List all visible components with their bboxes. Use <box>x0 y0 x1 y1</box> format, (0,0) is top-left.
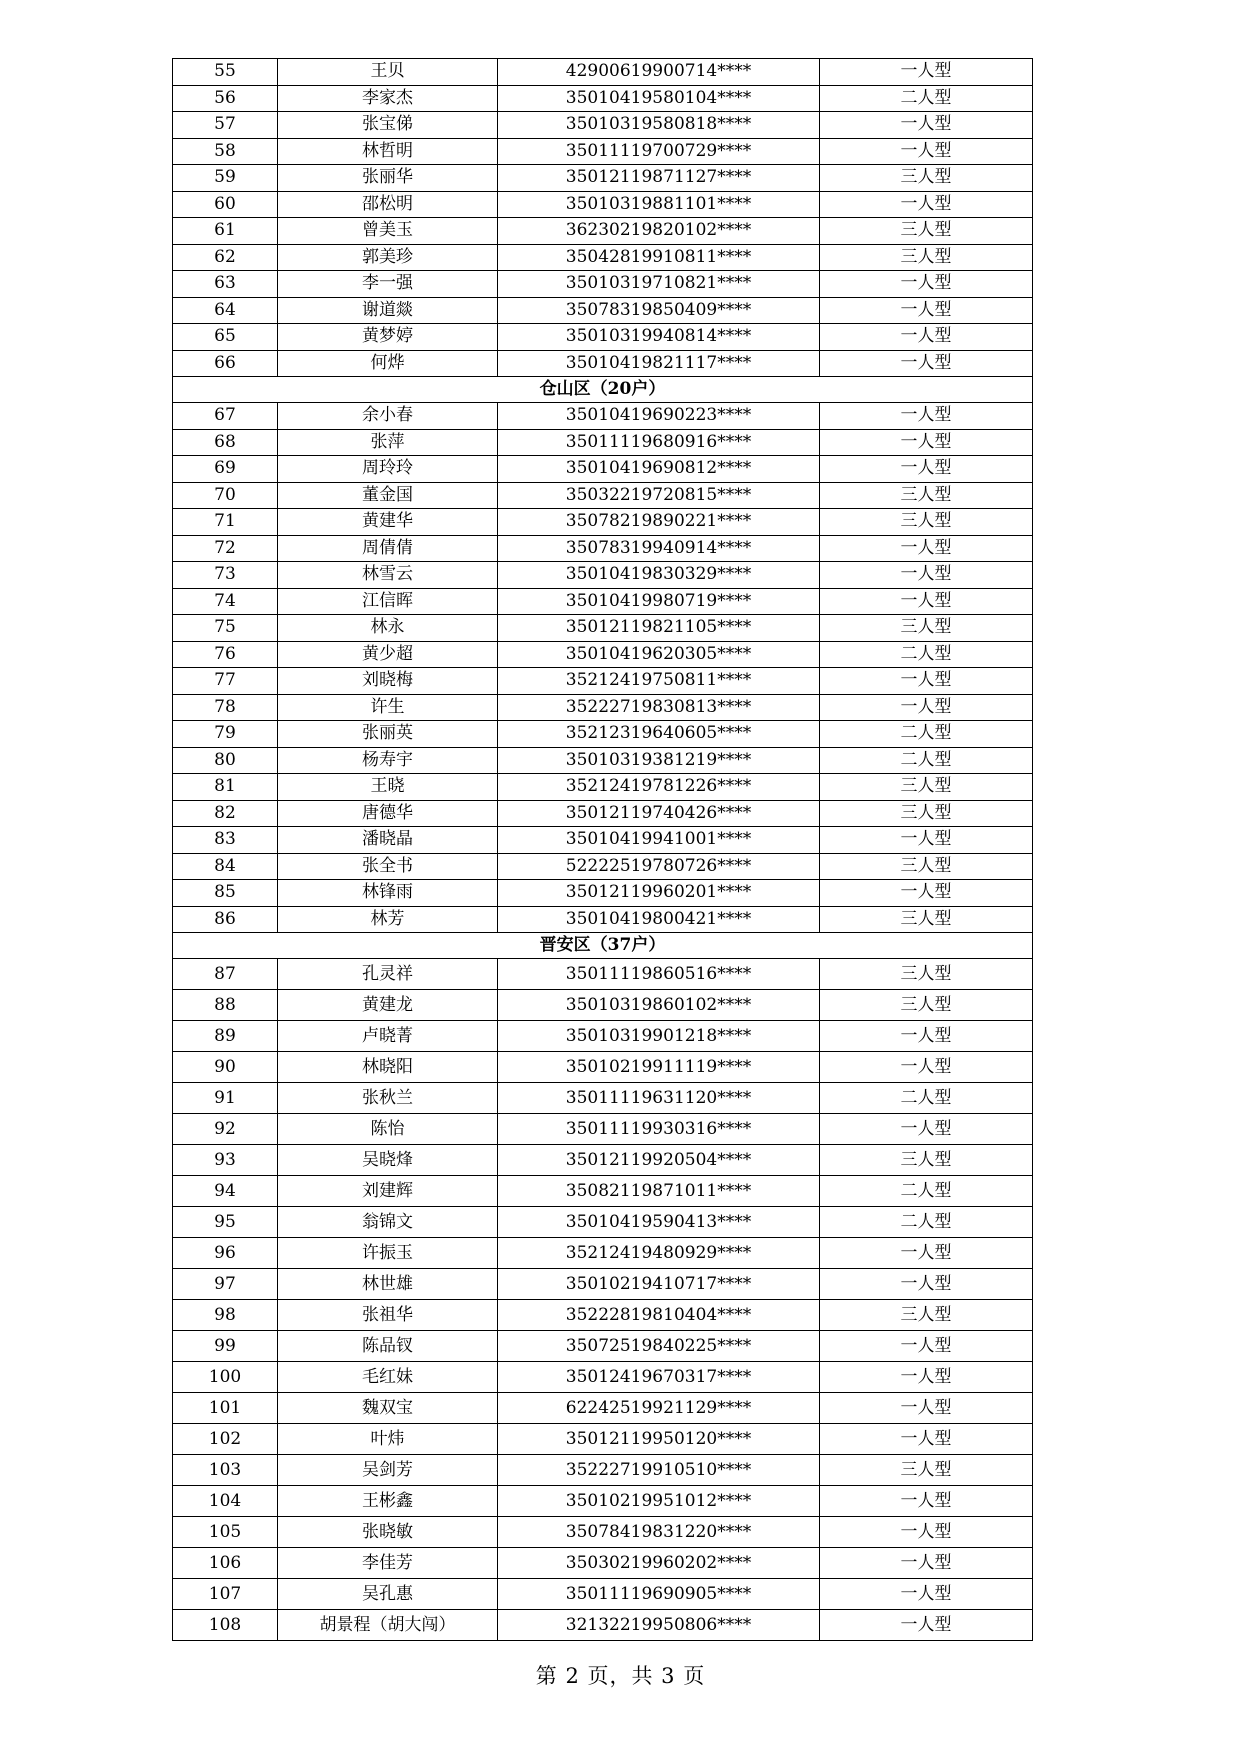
household-type: 一人型 <box>820 668 1033 695</box>
applicant-name: 刘晓梅 <box>278 668 498 695</box>
id-number: 35010319710821**** <box>498 271 820 298</box>
household-type: 三人型 <box>820 482 1033 509</box>
household-type: 一人型 <box>820 1486 1033 1517</box>
id-number: 35010219410717**** <box>498 1269 820 1300</box>
applicant-name: 周倩倩 <box>278 535 498 562</box>
row-number: 105 <box>173 1517 278 1548</box>
row-number: 66 <box>173 350 278 377</box>
household-type: 一人型 <box>820 429 1033 456</box>
household-type: 一人型 <box>820 191 1033 218</box>
page-footer: 第 2 页，共 3 页 <box>535 1664 706 1688</box>
row-number: 58 <box>173 138 278 165</box>
applicant-name: 张宝俤 <box>278 112 498 139</box>
table-row <box>173 535 1033 562</box>
row-number: 96 <box>173 1238 278 1269</box>
table-row <box>173 59 1033 86</box>
id-number: 52222519780726**** <box>498 853 820 880</box>
household-type: 一人型 <box>820 1579 1033 1610</box>
id-number: 35010419800421**** <box>498 906 820 933</box>
table-row <box>173 1579 1033 1610</box>
table-row <box>173 85 1033 112</box>
household-type: 二人型 <box>820 1176 1033 1207</box>
table-row <box>173 694 1033 721</box>
table-row <box>173 1517 1033 1548</box>
id-number: 35012419670317**** <box>498 1362 820 1393</box>
id-number: 35010319881101**** <box>498 191 820 218</box>
household-type: 一人型 <box>820 1424 1033 1455</box>
household-type: 一人型 <box>820 1610 1033 1641</box>
row-number: 99 <box>173 1331 278 1362</box>
row-number: 100 <box>173 1362 278 1393</box>
id-number: 35010219911119**** <box>498 1052 820 1083</box>
household-type: 一人型 <box>820 1362 1033 1393</box>
applicant-name: 许振玉 <box>278 1238 498 1269</box>
row-number: 61 <box>173 218 278 245</box>
id-number: 35010319940814**** <box>498 324 820 351</box>
table-row <box>173 271 1033 298</box>
household-type: 三人型 <box>820 244 1033 271</box>
row-number: 67 <box>173 403 278 430</box>
id-number: 35010319580818**** <box>498 112 820 139</box>
applicant-name: 李佳芳 <box>278 1548 498 1579</box>
id-number: 35010419620305**** <box>498 641 820 668</box>
table-row <box>173 1362 1033 1393</box>
row-number: 78 <box>173 694 278 721</box>
table-row <box>173 800 1033 827</box>
applicant-name: 毛红妹 <box>278 1362 498 1393</box>
id-number: 35011119860516**** <box>498 959 820 990</box>
household-type: 二人型 <box>820 1207 1033 1238</box>
table-row <box>173 1300 1033 1331</box>
table-row <box>173 1269 1033 1300</box>
id-number: 35222719830813**** <box>498 694 820 721</box>
table-row <box>173 218 1033 245</box>
household-type: 一人型 <box>820 1238 1033 1269</box>
district-header: 仓山区（20户） <box>173 377 1033 403</box>
row-number: 106 <box>173 1548 278 1579</box>
applicant-name: 陈品钗 <box>278 1331 498 1362</box>
applicant-name: 郭美珍 <box>278 244 498 271</box>
id-number: 35010219951012**** <box>498 1486 820 1517</box>
id-number: 35011119631120**** <box>498 1083 820 1114</box>
applicant-name: 孔灵祥 <box>278 959 498 990</box>
row-number: 77 <box>173 668 278 695</box>
applicant-name: 李家杰 <box>278 85 498 112</box>
table-row <box>173 668 1033 695</box>
applicant-name: 吴孔惠 <box>278 1579 498 1610</box>
id-number: 42900619900714**** <box>498 59 820 86</box>
row-number: 107 <box>173 1579 278 1610</box>
applicant-name: 胡景程（胡大闯） <box>278 1610 498 1641</box>
id-number: 35011119690905**** <box>498 1579 820 1610</box>
applicant-name: 翁锦文 <box>278 1207 498 1238</box>
household-type: 一人型 <box>820 324 1033 351</box>
table-row <box>173 429 1033 456</box>
id-number: 35010419590413**** <box>498 1207 820 1238</box>
id-number: 36230219820102**** <box>498 218 820 245</box>
household-type: 二人型 <box>820 721 1033 748</box>
id-number: 35042819910811**** <box>498 244 820 271</box>
applicant-name: 黄建华 <box>278 509 498 536</box>
household-type: 一人型 <box>820 1021 1033 1052</box>
table-row <box>173 1176 1033 1207</box>
id-number: 35032219720815**** <box>498 482 820 509</box>
id-number: 35078419831220**** <box>498 1517 820 1548</box>
applicant-name: 江信晖 <box>278 588 498 615</box>
row-number: 79 <box>173 721 278 748</box>
table-row <box>173 1238 1033 1269</box>
table-row <box>173 906 1033 933</box>
row-number: 73 <box>173 562 278 589</box>
applicant-name: 王晓 <box>278 774 498 801</box>
household-type: 一人型 <box>820 694 1033 721</box>
table-row <box>173 165 1033 192</box>
row-number: 84 <box>173 853 278 880</box>
applicant-name: 张秋兰 <box>278 1083 498 1114</box>
household-type: 三人型 <box>820 990 1033 1021</box>
id-number: 35222819810404**** <box>498 1300 820 1331</box>
household-type: 一人型 <box>820 588 1033 615</box>
row-number: 76 <box>173 641 278 668</box>
table-row <box>173 721 1033 748</box>
household-type: 一人型 <box>820 1548 1033 1579</box>
id-number: 35010419690812**** <box>498 456 820 483</box>
roster-body <box>173 59 1033 1641</box>
applicant-name: 林雪云 <box>278 562 498 589</box>
applicant-name: 卢晓菁 <box>278 1021 498 1052</box>
row-number: 70 <box>173 482 278 509</box>
household-type: 三人型 <box>820 509 1033 536</box>
table-row <box>173 297 1033 324</box>
household-type: 一人型 <box>820 403 1033 430</box>
row-number: 108 <box>173 1610 278 1641</box>
applicant-name: 李一强 <box>278 271 498 298</box>
row-number: 56 <box>173 85 278 112</box>
row-number: 103 <box>173 1455 278 1486</box>
id-number: 35078319850409**** <box>498 297 820 324</box>
applicant-name: 曾美玉 <box>278 218 498 245</box>
household-type: 三人型 <box>820 615 1033 642</box>
household-type: 三人型 <box>820 774 1033 801</box>
row-number: 72 <box>173 535 278 562</box>
applicant-name: 杨寿宇 <box>278 747 498 774</box>
table-row <box>173 990 1033 1021</box>
table-row <box>173 1393 1033 1424</box>
applicant-name: 魏双宝 <box>278 1393 498 1424</box>
id-number: 35010319901218**** <box>498 1021 820 1052</box>
applicant-name: 何烨 <box>278 350 498 377</box>
id-number: 35012119871127**** <box>498 165 820 192</box>
applicant-name: 邵松明 <box>278 191 498 218</box>
table-row <box>173 482 1033 509</box>
row-number: 71 <box>173 509 278 536</box>
id-number: 35212419781226**** <box>498 774 820 801</box>
row-number: 104 <box>173 1486 278 1517</box>
household-type: 一人型 <box>820 1517 1033 1548</box>
table-row <box>173 456 1033 483</box>
id-number: 35011119680916**** <box>498 429 820 456</box>
household-type: 一人型 <box>820 827 1033 854</box>
table-row <box>173 1610 1033 1641</box>
table-row <box>173 853 1033 880</box>
row-number: 81 <box>173 774 278 801</box>
applicant-name: 吴晓烽 <box>278 1145 498 1176</box>
district-header-row <box>173 933 1033 959</box>
household-type: 二人型 <box>820 85 1033 112</box>
table-row <box>173 509 1033 536</box>
applicant-name: 黄少超 <box>278 641 498 668</box>
id-number: 35078319940914**** <box>498 535 820 562</box>
household-type: 一人型 <box>820 138 1033 165</box>
household-type: 三人型 <box>820 959 1033 990</box>
household-type: 三人型 <box>820 1300 1033 1331</box>
applicant-name: 林世雄 <box>278 1269 498 1300</box>
household-type: 一人型 <box>820 1331 1033 1362</box>
household-type: 一人型 <box>820 350 1033 377</box>
applicant-name: 林晓阳 <box>278 1052 498 1083</box>
household-type: 二人型 <box>820 747 1033 774</box>
household-type: 三人型 <box>820 165 1033 192</box>
row-number: 82 <box>173 800 278 827</box>
household-type: 二人型 <box>820 1083 1033 1114</box>
row-number: 94 <box>173 1176 278 1207</box>
id-number: 35011119700729**** <box>498 138 820 165</box>
row-number: 91 <box>173 1083 278 1114</box>
id-number: 35012119950120**** <box>498 1424 820 1455</box>
table-row <box>173 641 1033 668</box>
row-number: 98 <box>173 1300 278 1331</box>
row-number: 75 <box>173 615 278 642</box>
id-number: 62242519921129**** <box>498 1393 820 1424</box>
row-number: 101 <box>173 1393 278 1424</box>
household-type: 三人型 <box>820 906 1033 933</box>
applicant-name: 张晓敏 <box>278 1517 498 1548</box>
table-row <box>173 1548 1033 1579</box>
table-row <box>173 880 1033 907</box>
id-number: 32132219950806**** <box>498 1610 820 1641</box>
row-number: 97 <box>173 1269 278 1300</box>
table-row <box>173 1083 1033 1114</box>
id-number: 35010319860102**** <box>498 990 820 1021</box>
row-number: 60 <box>173 191 278 218</box>
roster-table <box>172 58 1033 1641</box>
table-row <box>173 1114 1033 1145</box>
applicant-name: 谢道燚 <box>278 297 498 324</box>
id-number: 35011119930316**** <box>498 1114 820 1145</box>
table-row <box>173 112 1033 139</box>
applicant-name: 张丽英 <box>278 721 498 748</box>
applicant-name: 林永 <box>278 615 498 642</box>
row-number: 68 <box>173 429 278 456</box>
household-type: 一人型 <box>820 880 1033 907</box>
row-number: 59 <box>173 165 278 192</box>
row-number: 63 <box>173 271 278 298</box>
row-number: 55 <box>173 59 278 86</box>
household-type: 三人型 <box>820 1145 1033 1176</box>
id-number: 35030219960202**** <box>498 1548 820 1579</box>
district-header-row <box>173 377 1033 403</box>
table-row <box>173 1331 1033 1362</box>
applicant-name: 许生 <box>278 694 498 721</box>
applicant-name: 黄梦婷 <box>278 324 498 351</box>
applicant-name: 张萍 <box>278 429 498 456</box>
row-number: 87 <box>173 959 278 990</box>
household-type: 一人型 <box>820 271 1033 298</box>
table-row <box>173 747 1033 774</box>
row-number: 89 <box>173 1021 278 1052</box>
id-number: 35082119871011**** <box>498 1176 820 1207</box>
row-number: 85 <box>173 880 278 907</box>
household-type: 三人型 <box>820 853 1033 880</box>
id-number: 35212319640605**** <box>498 721 820 748</box>
id-number: 35012119821105**** <box>498 615 820 642</box>
table-row <box>173 138 1033 165</box>
id-number: 35010419980719**** <box>498 588 820 615</box>
id-number: 35078219890221**** <box>498 509 820 536</box>
household-type: 三人型 <box>820 800 1033 827</box>
household-type: 三人型 <box>820 218 1033 245</box>
household-type: 三人型 <box>820 1455 1033 1486</box>
row-number: 65 <box>173 324 278 351</box>
id-number: 35012119960201**** <box>498 880 820 907</box>
row-number: 86 <box>173 906 278 933</box>
table-row <box>173 615 1033 642</box>
applicant-name: 陈怡 <box>278 1114 498 1145</box>
applicant-name: 林锋雨 <box>278 880 498 907</box>
household-type: 一人型 <box>820 456 1033 483</box>
table-row <box>173 191 1033 218</box>
table-row <box>173 562 1033 589</box>
applicant-name: 张全书 <box>278 853 498 880</box>
table-row <box>173 1455 1033 1486</box>
table-row <box>173 244 1033 271</box>
row-number: 93 <box>173 1145 278 1176</box>
row-number: 92 <box>173 1114 278 1145</box>
applicant-name: 潘晓晶 <box>278 827 498 854</box>
id-number: 35010319381219**** <box>498 747 820 774</box>
applicant-name: 林哲明 <box>278 138 498 165</box>
id-number: 35012119920504**** <box>498 1145 820 1176</box>
id-number: 35212419480929**** <box>498 1238 820 1269</box>
table-row <box>173 1424 1033 1455</box>
household-type: 二人型 <box>820 641 1033 668</box>
id-number: 35012119740426**** <box>498 800 820 827</box>
district-header: 晋安区（37户） <box>173 933 1033 959</box>
table-row <box>173 324 1033 351</box>
row-number: 57 <box>173 112 278 139</box>
household-type: 一人型 <box>820 1393 1033 1424</box>
row-number: 95 <box>173 1207 278 1238</box>
applicant-name: 周玲玲 <box>278 456 498 483</box>
id-number: 35010419580104**** <box>498 85 820 112</box>
applicant-name: 张丽华 <box>278 165 498 192</box>
row-number: 102 <box>173 1424 278 1455</box>
household-type: 一人型 <box>820 535 1033 562</box>
applicant-name: 余小春 <box>278 403 498 430</box>
id-number: 35010419941001**** <box>498 827 820 854</box>
id-number: 35212419750811**** <box>498 668 820 695</box>
applicant-name: 唐德华 <box>278 800 498 827</box>
household-type: 一人型 <box>820 1114 1033 1145</box>
id-number: 35010419690223**** <box>498 403 820 430</box>
household-type: 一人型 <box>820 562 1033 589</box>
table-row <box>173 959 1033 990</box>
id-number: 35222719910510**** <box>498 1455 820 1486</box>
applicant-name: 叶炜 <box>278 1424 498 1455</box>
row-number: 83 <box>173 827 278 854</box>
table-row <box>173 350 1033 377</box>
household-type: 一人型 <box>820 297 1033 324</box>
applicant-name: 吴剑芳 <box>278 1455 498 1486</box>
row-number: 64 <box>173 297 278 324</box>
row-number: 80 <box>173 747 278 774</box>
table-row <box>173 1145 1033 1176</box>
household-type: 一人型 <box>820 1269 1033 1300</box>
applicant-name: 王贝 <box>278 59 498 86</box>
table-row <box>173 774 1033 801</box>
table-row <box>173 1052 1033 1083</box>
table-row <box>173 588 1033 615</box>
row-number: 90 <box>173 1052 278 1083</box>
applicant-name: 董金国 <box>278 482 498 509</box>
table-row <box>173 1021 1033 1052</box>
applicant-name: 张祖华 <box>278 1300 498 1331</box>
table-row <box>173 403 1033 430</box>
household-type: 一人型 <box>820 1052 1033 1083</box>
applicant-name: 刘建辉 <box>278 1176 498 1207</box>
row-number: 74 <box>173 588 278 615</box>
id-number: 35010419830329**** <box>498 562 820 589</box>
row-number: 88 <box>173 990 278 1021</box>
applicant-name: 黄建龙 <box>278 990 498 1021</box>
applicant-name: 王彬鑫 <box>278 1486 498 1517</box>
household-type: 一人型 <box>820 59 1033 86</box>
row-number: 69 <box>173 456 278 483</box>
table-row <box>173 827 1033 854</box>
id-number: 35010419821117**** <box>498 350 820 377</box>
table-row <box>173 1486 1033 1517</box>
applicant-name: 林芳 <box>278 906 498 933</box>
household-type: 一人型 <box>820 112 1033 139</box>
row-number: 62 <box>173 244 278 271</box>
id-number: 35072519840225**** <box>498 1331 820 1362</box>
table-row <box>173 1207 1033 1238</box>
